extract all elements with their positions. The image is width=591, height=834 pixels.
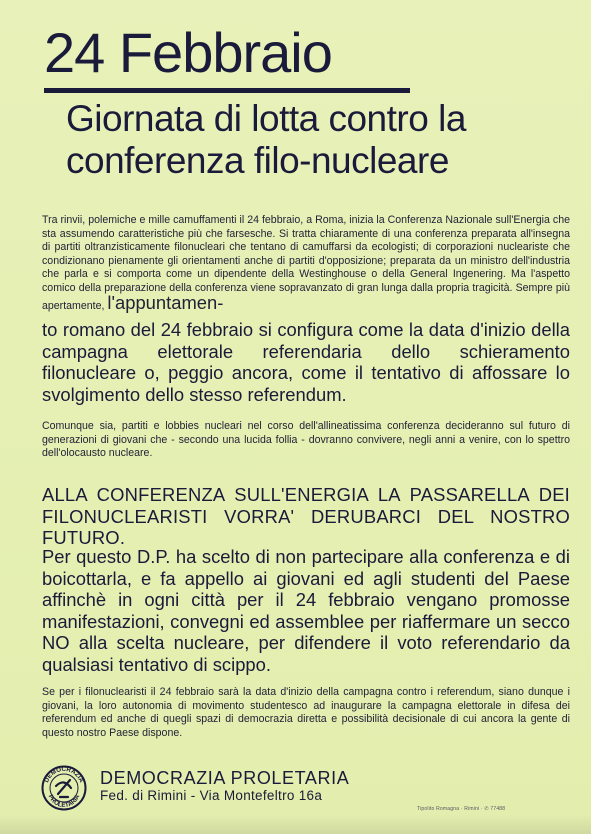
page-subtitle: Giornata di lotta contro la conferenza filo-nucleare	[66, 98, 466, 181]
appeal-paragraph: Per questo D.P. ha scelto di non partecipare alla conferenza e di boicottarla, e fa appello ai giovani ed agli studenti del Paese affinchè in ogni città per il 24 febbraio vengano promosse manifestazioni, convegni ed assemblee per riaffermare un secco NO alla scelta nucleare, per difendere il voto referendario da qualsiasi tentativo di scippo.	[42, 546, 570, 675]
logo-text-top: DEMOCRAZIA	[43, 765, 85, 784]
svg-text:DEMOCRAZIA	[43, 766, 85, 784]
intro-paragraph	[42, 214, 570, 313]
organization-address: Fed. di Rimini - Via Montefeltro 16a	[100, 788, 323, 803]
closing-paragraph: Se per i filonuclearisti il 24 febbraio sarà la data d'inizio della campagna contro i referendum, siano dunque i giovani, la loro autonomia di movimento studentesco ad inaugurare la campagna elettorale in difesa dei referendum ed anche di quegli spazi di democrazia diretta e possibilità decisionale di cui ancora la gente di questo nostro Paese dispone.	[42, 686, 570, 739]
title-underline	[44, 88, 410, 93]
intro-text: Tra rinvii, polemiche e mille camuffamenti il 24 febbraio, a Roma, inizia la Conferenza Nazionale sull'Energia che sta assumendo caratteristiche più che farsesche. Si tratta chiaramente di una conferenza preparata all'insegna di partiti oltranzisticamente filonucleari che tentano di camuffarsi da ecologisti; di corporazioni nucleariste che condizionano pienamente gli orientamenti anche di partiti d'opposizione; preparata da un ministro dell'industria che parla e si comporta come un dipendente della Westinghouse o della General Ingenering. Ma l'aspetto comico della preparazione della conferenza viene sopravanzato di gran lunga dalla propria tragicità. Sempre più apertamente,	[42, 214, 570, 312]
logo-text-bottom: PROLETARIA	[46, 793, 82, 810]
intro-large-tail: l'appuntamen-	[107, 291, 224, 313]
emphasis-paragraph: to romano del 24 febbraio si configura come la data d'inizio della campagna elettorale referendaria dello schieramento filonucleare o, peggio ancora, come il tentativo di affossare lo svolgimento dello stesso referendum.	[42, 319, 570, 405]
page-title-date: 24 Febbraio	[44, 21, 332, 84]
democrazia-proletaria-logo	[40, 764, 88, 812]
printer-credit: Tipolito Romagna · Rimini · ✆ 77488	[417, 806, 506, 812]
caps-statement: ALLA CONFERENZA SULL'ENERGIA LA PASSARELLA DEI FILONUCLEARISTI VORRA' DERUBARCI DEL NOSTRO FUTURO.	[42, 484, 570, 548]
organization-name: DEMOCRAZIA PROLETARIA	[100, 768, 350, 788]
lobbies-paragraph: Comunque sia, partiti e lobbies nucleari nel corso dell'allineatissima conferenza decideranno sul futuro di generazioni di giovani che - secondo una lucida follia - dovranno convivere, negli anni a venire, con lo spettro dell'olocausto nucleare.	[42, 420, 570, 460]
paper-edge-shadow	[0, 814, 591, 834]
